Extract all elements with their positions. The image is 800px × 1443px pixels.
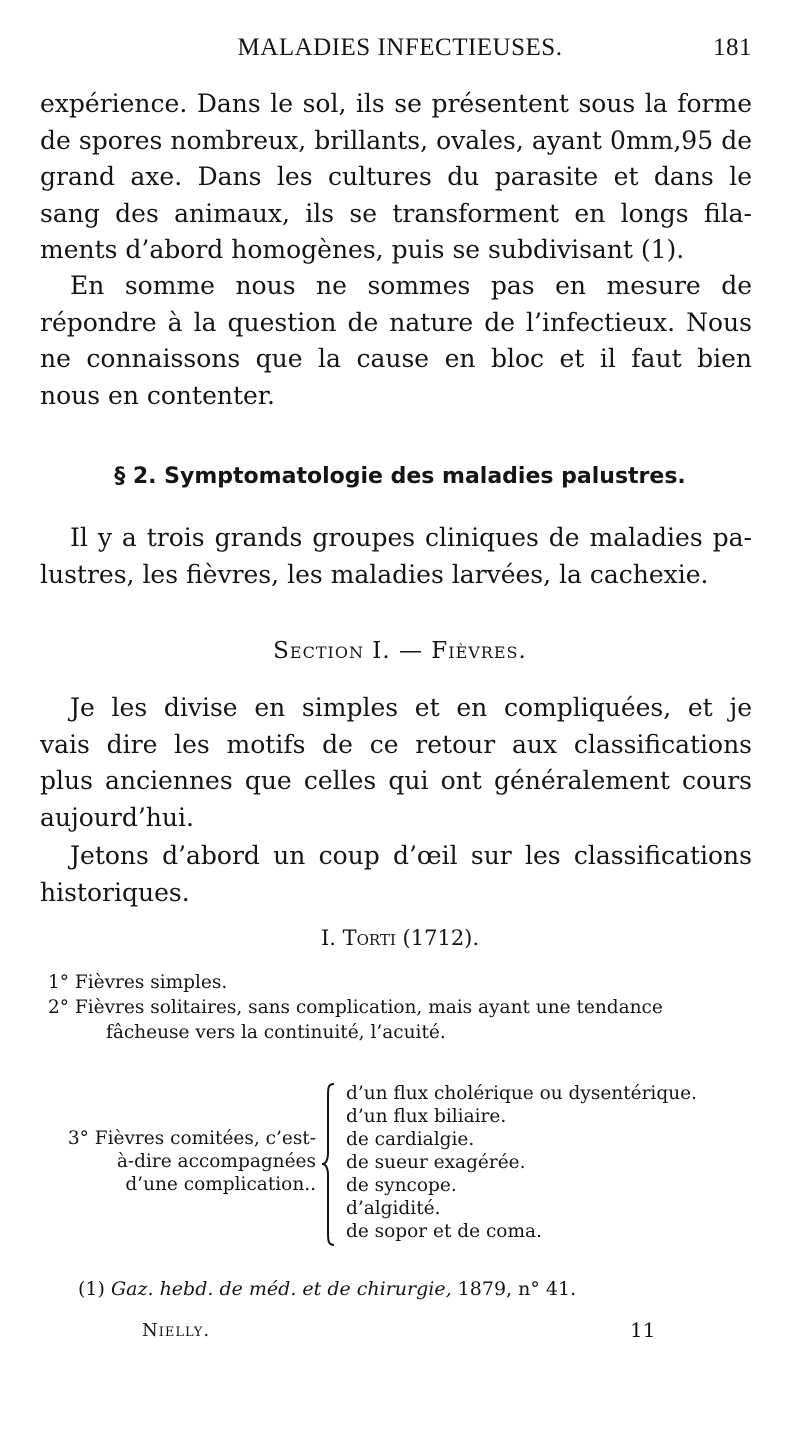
text-line: sang des animaux, ils se transforment en longs fila- <box>40 198 752 228</box>
list-item: 1° Fièvres simples. <box>48 972 228 993</box>
signature-author: Nielly. <box>142 1320 211 1341</box>
fievres-comitees-group <box>48 1082 768 1247</box>
text-line: lustres, les fièvres, les maladies larvées, la cachexie. <box>40 559 709 589</box>
text-line: Il y a trois grands groupes cliniques de maladies pa- <box>70 523 752 552</box>
text-line: à-dire accompagnées <box>116 1151 316 1172</box>
list-item-continuation: fâcheuse vers la continuité, l’acuité. <box>106 1022 446 1043</box>
section-heading-symptomatologie: § 2. Symptomatologie des maladies palustres. <box>114 464 686 489</box>
text-line: 3° Fièvres comitées, c’est- <box>67 1128 316 1149</box>
text-line: aujourd’hui. <box>40 802 194 832</box>
footnote-journal: Gaz. hebd. de méd. et de chirurgie, <box>110 1278 452 1300</box>
text-line: ne connaissons que la cause en bloc et il faut bien <box>40 344 752 373</box>
text-line: vais dire les motifs de ce retour aux classifications <box>40 729 752 759</box>
footnote-reference: 1879, n° 41. <box>457 1278 577 1300</box>
curly-brace-icon <box>320 1082 340 1247</box>
text-line: plus anciennes que celles qui ont généralement cours <box>40 766 752 795</box>
text-line: En somme nous ne sommes pas en mesure de <box>70 271 752 300</box>
list-item: de syncope. <box>346 1175 457 1196</box>
paragraph-divise <box>40 690 752 836</box>
list-item: d’un flux biliaire. <box>346 1106 507 1127</box>
text-line: historiques. <box>40 877 190 907</box>
running-title: MALADIES INFECTIEUSES. <box>237 34 563 61</box>
complication-list <box>346 1082 697 1243</box>
page-number: 181 <box>713 34 752 61</box>
list-item: de sueur exagérée. <box>346 1152 526 1173</box>
text-line: expérience. Dans le sol, ils se présentent sous la forme <box>40 89 752 118</box>
list-item: 2° Fièvres solitaires, sans complication, mais ayant une tendance <box>48 997 663 1018</box>
text-line: répondre à la question de nature de l’infectieux. Nous <box>40 307 752 337</box>
paragraph-en-somme <box>40 268 752 414</box>
text-line: ments d’abord homogènes, puis se subdivisant (1). <box>40 235 685 264</box>
signature-number: 11 <box>630 1318 656 1342</box>
text-line: grand axe. Dans les cultures du parasite et dans le <box>40 162 752 191</box>
section-title-fievres: Section I. — Fièvres. <box>273 638 527 664</box>
list-item: d’un flux cholérique ou dysentérique. <box>346 1083 697 1104</box>
torti-list <box>48 970 758 1045</box>
text-line: nous en contenter. <box>40 380 275 410</box>
text-line: d’une complication.. <box>125 1174 316 1195</box>
text-line: de spores nombreux, brillants, ovales, ayant 0mm,95 de <box>40 125 752 155</box>
paragraph-groupes-cliniques <box>40 520 752 593</box>
list-item: d’algidité. <box>346 1198 441 1219</box>
text-line: Jetons d’abord un coup d’œil sur les classifications <box>70 841 752 870</box>
paragraph-jetons <box>40 838 752 911</box>
list-item: de cardialgie. <box>346 1129 475 1150</box>
paragraph-spores <box>40 86 752 269</box>
list-item: de sopor et de coma. <box>346 1221 542 1242</box>
group-label <box>48 1127 316 1196</box>
classification-title-torti: I. Torti (1712). <box>320 926 480 950</box>
running-header <box>40 34 760 68</box>
footnote-mark: (1) <box>78 1278 105 1300</box>
footnote <box>78 1278 758 1300</box>
text-line: Je les divise en simples et en compliquées, et je <box>70 693 752 722</box>
